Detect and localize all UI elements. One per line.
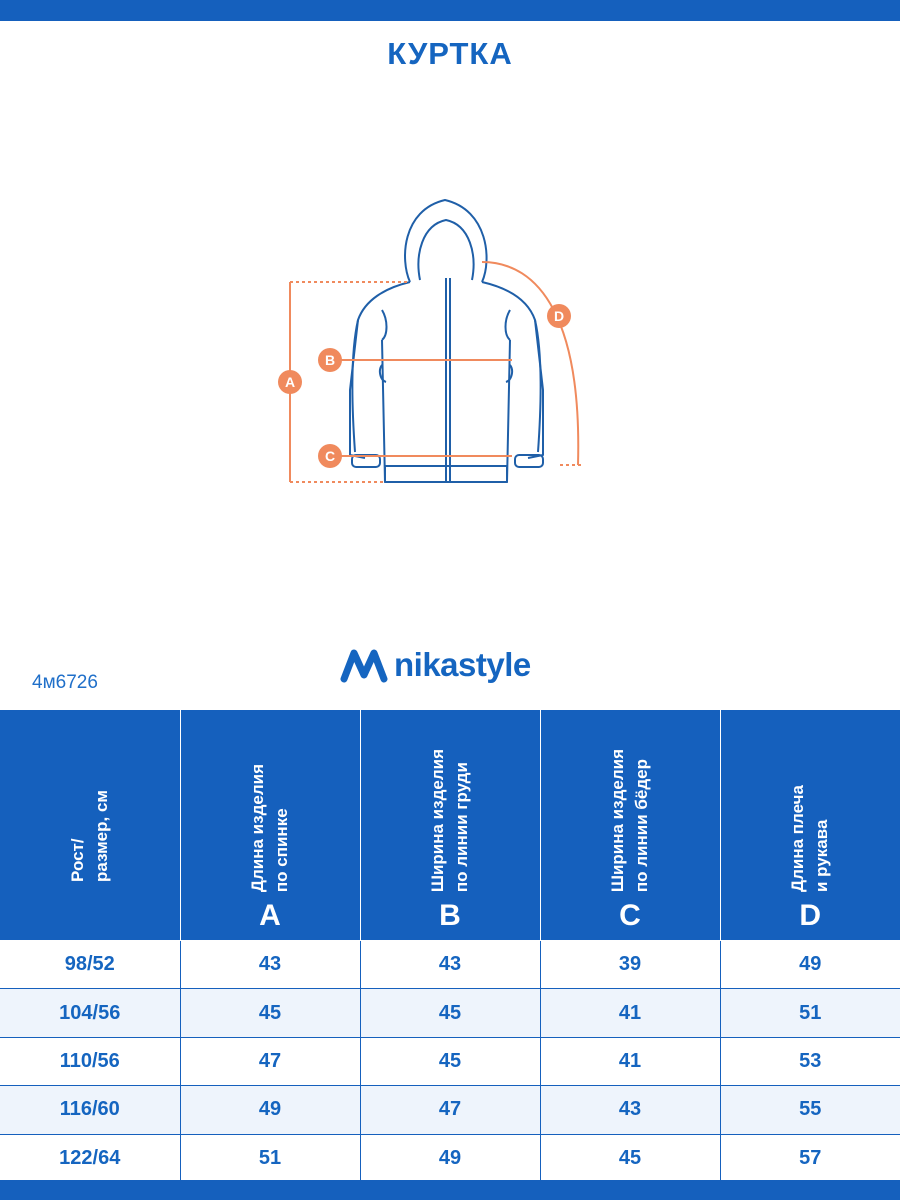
brand-logo <box>340 640 570 690</box>
cell-size: 116/60 <box>0 1086 180 1134</box>
cell-d: 57 <box>720 1134 900 1182</box>
header-d: Длина плеча и рукава D <box>720 710 900 941</box>
label-b: B <box>324 352 336 368</box>
table-row <box>0 989 900 1037</box>
cell-c: 45 <box>540 1134 720 1182</box>
cell-b: 49 <box>360 1134 540 1182</box>
bottom-bar <box>0 1180 900 1200</box>
jacket-hood-inner <box>418 220 473 280</box>
header-size: Рост/ размер, см <box>0 710 180 941</box>
label-c: C <box>324 448 336 464</box>
header-c: Ширина изделия по линии бёдер C <box>540 710 720 941</box>
cell-d: 51 <box>720 989 900 1037</box>
table-row <box>0 941 900 989</box>
brand-name: nikastyle <box>394 646 531 683</box>
table-row <box>0 1086 900 1134</box>
jacket-right-sleeve <box>535 320 541 452</box>
nikastyle-logo-icon <box>340 645 388 685</box>
cell-b: 43 <box>360 941 540 989</box>
header-b: Ширина изделия по линии груди B <box>360 710 540 941</box>
table-row <box>0 1037 900 1085</box>
cell-size: 110/56 <box>0 1037 180 1085</box>
cell-a: 43 <box>180 941 360 989</box>
measure-d-arc <box>482 262 578 465</box>
size-table <box>0 709 900 1183</box>
cell-size: 98/52 <box>0 941 180 989</box>
cell-d: 49 <box>720 941 900 989</box>
cell-d: 55 <box>720 1086 900 1134</box>
label-d: D <box>553 308 565 324</box>
article-number: 4м6726 <box>32 672 98 693</box>
cell-c: 41 <box>540 989 720 1037</box>
cell-c: 41 <box>540 1037 720 1085</box>
table-header-row <box>0 710 900 941</box>
cell-a: 45 <box>180 989 360 1037</box>
label-a: A <box>284 374 296 390</box>
measure-labels <box>278 304 571 468</box>
jacket-left-sleeve <box>352 320 358 452</box>
cell-b: 45 <box>360 989 540 1037</box>
cell-c: 39 <box>540 941 720 989</box>
top-bar <box>0 0 900 21</box>
cell-c: 43 <box>540 1086 720 1134</box>
cell-b: 45 <box>360 1037 540 1085</box>
cell-b: 47 <box>360 1086 540 1134</box>
jacket-measurement-diagram <box>270 190 610 500</box>
cell-size: 122/64 <box>0 1134 180 1182</box>
table-row <box>0 1134 900 1182</box>
cell-a: 51 <box>180 1134 360 1182</box>
page-title: КУРТКА <box>387 36 513 71</box>
cell-d: 53 <box>720 1037 900 1085</box>
cell-size: 104/56 <box>0 989 180 1037</box>
cell-a: 49 <box>180 1086 360 1134</box>
cell-a: 47 <box>180 1037 360 1085</box>
header-a: Длина изделия по спинке A <box>180 710 360 941</box>
